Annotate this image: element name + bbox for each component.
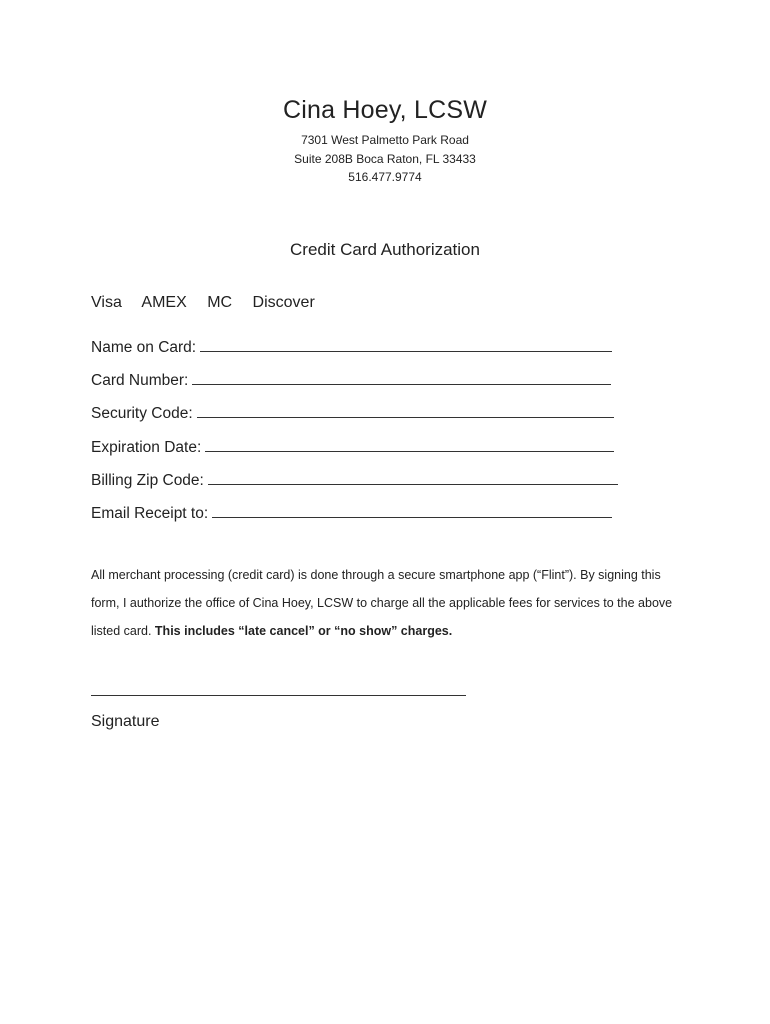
billing-zip-blank[interactable] xyxy=(208,483,618,485)
field-expiration-date xyxy=(91,439,614,457)
field-label: Name on Card: xyxy=(91,339,197,356)
card-type-visa: Visa xyxy=(91,294,122,311)
field-label: Expiration Date: xyxy=(91,439,202,456)
field-label: Card Number: xyxy=(91,372,189,389)
field-label: Email Receipt to: xyxy=(91,505,209,522)
signature-line[interactable] xyxy=(91,695,466,696)
security-code-blank[interactable] xyxy=(197,416,614,418)
card-type-mc: MC xyxy=(207,294,233,311)
practice-name: Cina Hoey, LCSW xyxy=(283,96,487,124)
field-card-number xyxy=(91,372,611,390)
phone-number: 516.477.9774 xyxy=(348,170,422,184)
expiration-date-blank[interactable] xyxy=(205,450,614,452)
name-on-card-blank[interactable] xyxy=(200,350,612,352)
field-email-receipt xyxy=(91,505,612,523)
late-cancel-notice: This includes “late cancel” or “no show” charges. xyxy=(154,624,453,638)
form-title: Credit Card Authorization xyxy=(290,240,480,259)
card-type-amex: AMEX xyxy=(141,294,187,311)
address-street: 7301 West Palmetto Park Road xyxy=(301,133,469,147)
signature-label: Signature xyxy=(91,713,160,730)
field-security-code xyxy=(91,405,614,423)
field-name-on-card xyxy=(91,339,612,357)
authorization-text: All merchant processing (credit card) is done through a secure smartphone app (“Flint”). By signing this form, I authorize the office of Cina Hoey, LCSW to charge all the applicable fees for services to the above listed card. xyxy=(91,568,673,638)
address-suite-city: Suite 208B Boca Raton, FL 33433 xyxy=(294,152,476,166)
card-number-blank[interactable] xyxy=(192,383,611,385)
card-type-discover: Discover xyxy=(252,294,315,311)
field-billing-zip xyxy=(91,472,618,490)
card-type-list xyxy=(91,294,331,312)
field-label: Security Code: xyxy=(91,405,193,422)
field-label: Billing Zip Code: xyxy=(91,472,204,489)
authorization-paragraph xyxy=(91,561,681,645)
email-receipt-blank[interactable] xyxy=(212,516,612,518)
